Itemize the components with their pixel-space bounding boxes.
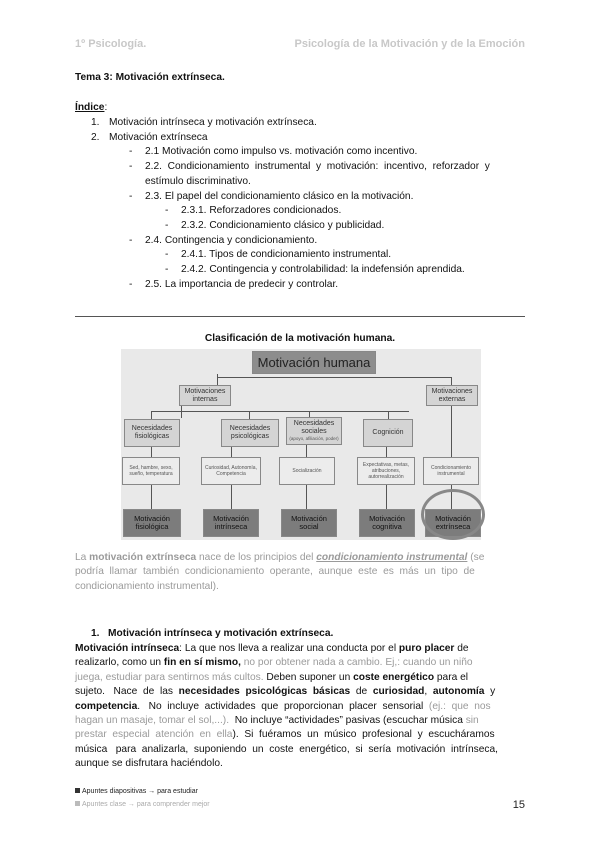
para-line: juega, estudiar para sentirnos más cultos. Deben suponer un coste energético para el bbox=[75, 671, 469, 683]
sub-item: 2.4. Contingencia y condicionamiento. bbox=[145, 235, 318, 246]
intro-line: La motivación extrínseca nace de los principios del condicionamiento instrumental (se bbox=[75, 552, 485, 563]
node-m-cognitive: Motivación cognitiva bbox=[359, 509, 415, 537]
connector bbox=[217, 377, 451, 378]
connector bbox=[151, 447, 152, 457]
node-external-detail: Condicionamiento instrumental bbox=[423, 457, 479, 485]
connector bbox=[151, 411, 409, 412]
connector bbox=[249, 411, 250, 419]
index-heading: Índice: bbox=[75, 102, 108, 113]
footer-legend-2: Apuntes clase → para comprender mejor bbox=[75, 801, 210, 808]
sub-item: 2.3.1. Reforzadores condicionados. bbox=[181, 205, 342, 216]
motivation-diagram bbox=[121, 349, 481, 540]
connector bbox=[451, 377, 452, 385]
sub-item: 2.3.2. Condicionamiento clásico y publicidad. bbox=[181, 220, 385, 231]
connector bbox=[151, 485, 152, 509]
node-internal: Motivaciones internas bbox=[179, 385, 231, 406]
node-m-physiological: Motivación fisiológica bbox=[123, 509, 181, 537]
node-m-extrinsic: Motivación extrínseca bbox=[425, 509, 481, 537]
connector bbox=[231, 447, 232, 457]
sub-dash: - bbox=[165, 205, 169, 216]
intro-line: condicionamiento instrumental). bbox=[75, 580, 219, 592]
index-num-1: 1. bbox=[91, 117, 100, 128]
connector bbox=[181, 406, 182, 418]
header-course: 1º Psicología. bbox=[75, 38, 147, 50]
connector bbox=[451, 406, 452, 457]
header-subject: Psicología de la Motivación y de la Emoción bbox=[294, 38, 525, 50]
node-physiological-detail: Sed, hambre, sexo, sueño, temperatura bbox=[122, 457, 180, 485]
para-line: música para analizarla, suponiendo un coste energético, si sería motivación intrínseca, bbox=[75, 743, 499, 755]
para-line: sujeto. Nace de las necesidades psicológicas básicas de curiosidad, autonomía y bbox=[75, 686, 496, 698]
para-line: aunque se disfrutara haciéndolo. bbox=[75, 758, 223, 770]
para-line: competencia. No incluye actividades que proporcionan placer sensorial (ej.: que nos bbox=[75, 700, 491, 712]
node-root: Motivación humana bbox=[252, 351, 376, 374]
node-social-detail: Socialización bbox=[279, 457, 335, 485]
sub-item: 2.5. La importancia de predecir y controlar. bbox=[145, 279, 339, 290]
connector bbox=[217, 374, 218, 385]
legend-square-light bbox=[75, 801, 80, 806]
sub-dash: - bbox=[129, 161, 133, 172]
connector bbox=[386, 447, 387, 457]
section-title: 1. Motivación intrínseca y motivación extrínseca. bbox=[91, 628, 334, 639]
sub-dash: - bbox=[129, 235, 133, 246]
sub-item: 2.1 Motivación como impulso vs. motivación como incentivo. bbox=[145, 146, 418, 157]
sub-item: 2.4.2. Contingencia y controlabilidad: la indefensión aprendida. bbox=[181, 264, 465, 275]
sub-dash: - bbox=[165, 220, 169, 231]
sub-item: 2.2. Condicionamiento instrumental y motivación: incentivo, reforzador y bbox=[145, 161, 490, 172]
connector bbox=[388, 411, 389, 419]
node-social-needs-sub: (apoyo, afiliación, poder) bbox=[289, 436, 339, 441]
sub-dash: - bbox=[129, 146, 133, 157]
connector bbox=[306, 445, 307, 457]
node-external: Motivaciones externas bbox=[426, 385, 478, 406]
topic-title: Tema 3: Motivación extrínseca. bbox=[75, 72, 225, 83]
node-social-needs-label: Necesidades sociales bbox=[293, 420, 335, 435]
highlight-circle bbox=[421, 489, 485, 540]
page-number: 15 bbox=[512, 799, 525, 811]
para-line: prestar especial atención en ella). Si fuéramos un músico profesional y escucháramos bbox=[75, 729, 495, 741]
legend-square-dark bbox=[75, 788, 80, 793]
connector bbox=[306, 485, 307, 509]
index-num-2: 2. bbox=[91, 132, 100, 143]
sub-dash: - bbox=[129, 191, 133, 202]
sub-dash: - bbox=[129, 279, 133, 290]
node-cognition: Cognición bbox=[363, 419, 413, 447]
sub-dash: - bbox=[165, 249, 169, 260]
divider bbox=[75, 316, 525, 317]
connector bbox=[386, 485, 387, 509]
node-social-needs bbox=[286, 417, 342, 445]
section-paragraph bbox=[75, 642, 527, 772]
connector bbox=[231, 485, 232, 509]
index-item-1: Motivación intrínseca y motivación extrínseca. bbox=[109, 117, 317, 128]
intro-paragraph bbox=[75, 551, 527, 594]
para-line: hagan un masaje, tomar el sol,...). No incluye “actividades” pasivas (escuchar música sin bbox=[75, 715, 479, 727]
node-psychological-detail: Curiosidad, Autonomía, Competencia bbox=[201, 457, 261, 485]
connector bbox=[151, 411, 152, 419]
node-m-social: Motivación social bbox=[281, 509, 337, 537]
footer-legend-1: Apuntes diapositivas → para estudiar bbox=[75, 788, 198, 795]
para-line: Motivación intrínseca: La que nos lleva a realizar una conducta por el puro placer de bbox=[75, 643, 469, 654]
node-m-intrinsic: Motivación intrínseca bbox=[203, 509, 259, 537]
diagram-title: Clasificación de la motivación humana. bbox=[204, 333, 396, 344]
para-line: realizarlo, como un fin en sí mismo, no por obtener nada a cambio. Ej,: cuando un niño bbox=[75, 657, 473, 669]
sub-item-cont: estímulo discriminativo. bbox=[145, 176, 251, 187]
sub-dash: - bbox=[165, 264, 169, 275]
node-cognition-detail: Expectativas, metas, atribuciones, autorrealización bbox=[357, 457, 415, 485]
node-psychological-needs: Necesidades psicológicas bbox=[221, 419, 279, 447]
sub-item: 2.4.1. Tipos de condicionamiento instrumental. bbox=[181, 249, 392, 260]
sub-item: 2.3. El papel del condicionamiento clásico en la motivación. bbox=[145, 191, 414, 202]
intro-line: podría llamar también condicionamiento operante, aunque este es más un tipo de bbox=[75, 566, 475, 578]
index-item-2: Motivación extrínseca bbox=[109, 132, 208, 143]
node-physiological-needs: Necesidades fisiológicas bbox=[124, 419, 180, 447]
